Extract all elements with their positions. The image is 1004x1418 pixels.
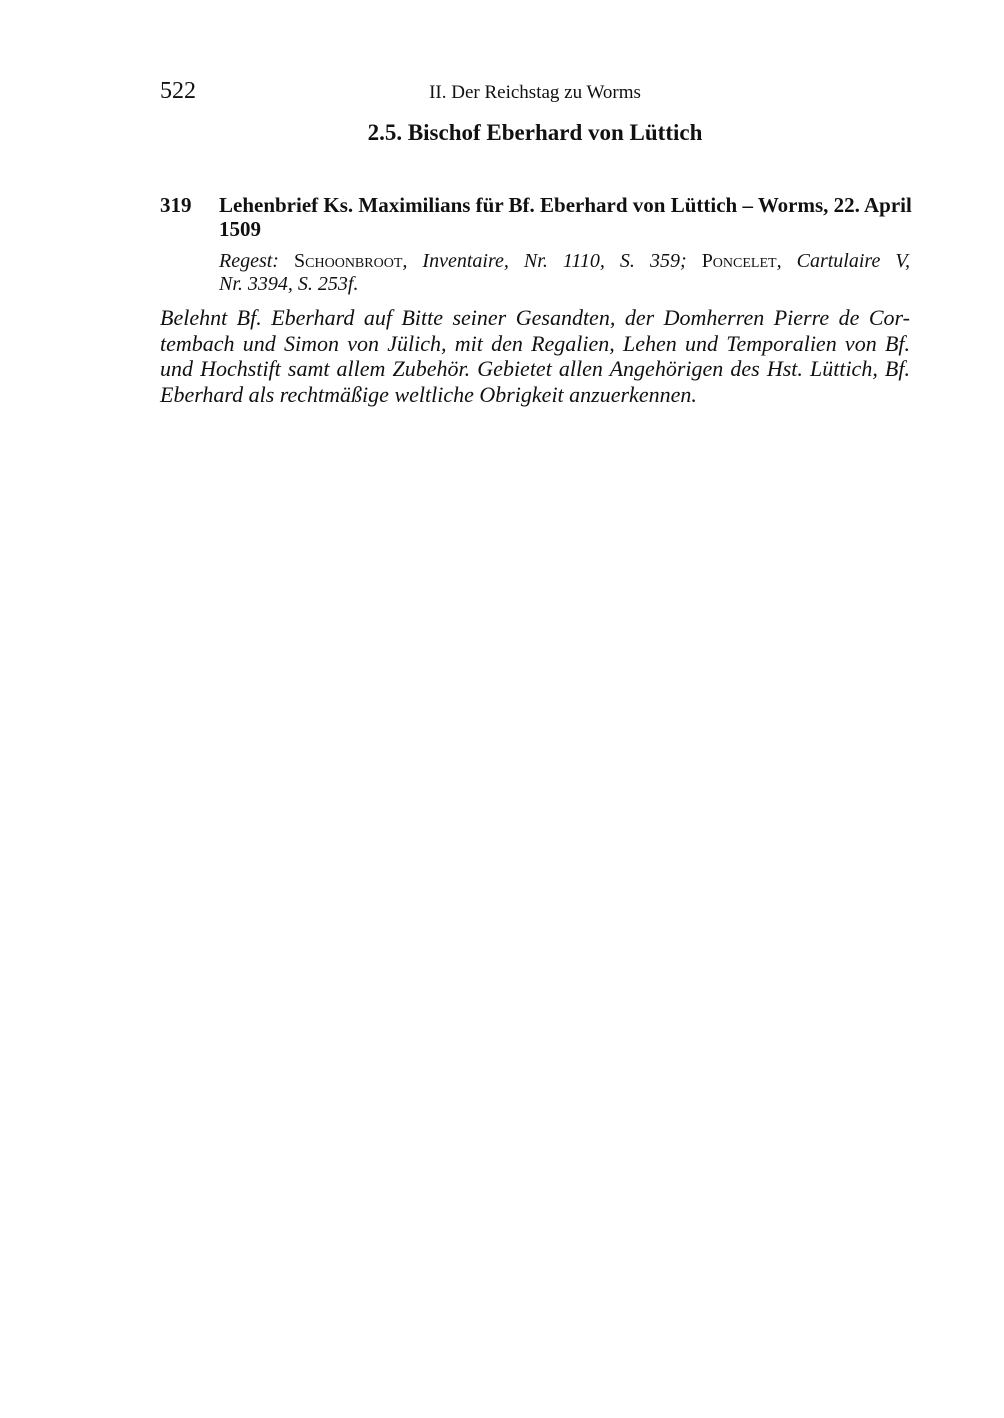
regest <box>219 250 910 296</box>
summary-line: Eberhard als rechtmäßige weltliche Obrigkeit anzuerkennen. <box>160 381 697 407</box>
running-head: II. Der Reichstag zu Worms <box>429 82 641 103</box>
regest-reference: , Inventaire, Nr. 1110, S. 359; <box>402 250 687 272</box>
entry-number: 319 <box>160 193 192 217</box>
regest-author: Schoonbroot <box>294 250 403 272</box>
regest-line <box>219 250 910 273</box>
page-number: 522 <box>160 78 196 104</box>
summary-line: Belehnt Bf. Eberhard auf Bitte seiner Gesandten, der Domherren Pierre de Cor- <box>160 305 910 330</box>
regest-reference: , Cartulaire V, <box>776 250 911 272</box>
regest-author: Poncelet <box>701 250 777 272</box>
entry-title-line: 1509 <box>219 217 261 241</box>
summary-line: tembach und Simon von Jülich, mit den Regalien, Lehen und Temporalien von Bf. <box>160 330 910 356</box>
entry-summary <box>160 305 910 407</box>
regest-label: Regest: <box>219 250 279 272</box>
entry-title-line: Lehenbrief Ks. Maximilians für Bf. Eberhard von Lüttich – Worms, 22. April <box>219 193 912 217</box>
section-title: 2.5. Bischof Eberhard von Lüttich <box>367 120 703 145</box>
entry-title <box>219 193 910 241</box>
summary-line: und Hochstift samt allem Zubehör. Gebietet allen Angehörigen des Hst. Lüttich, Bf. <box>160 356 910 381</box>
regest-reference: Nr. 3394, S. 253f. <box>219 273 359 295</box>
